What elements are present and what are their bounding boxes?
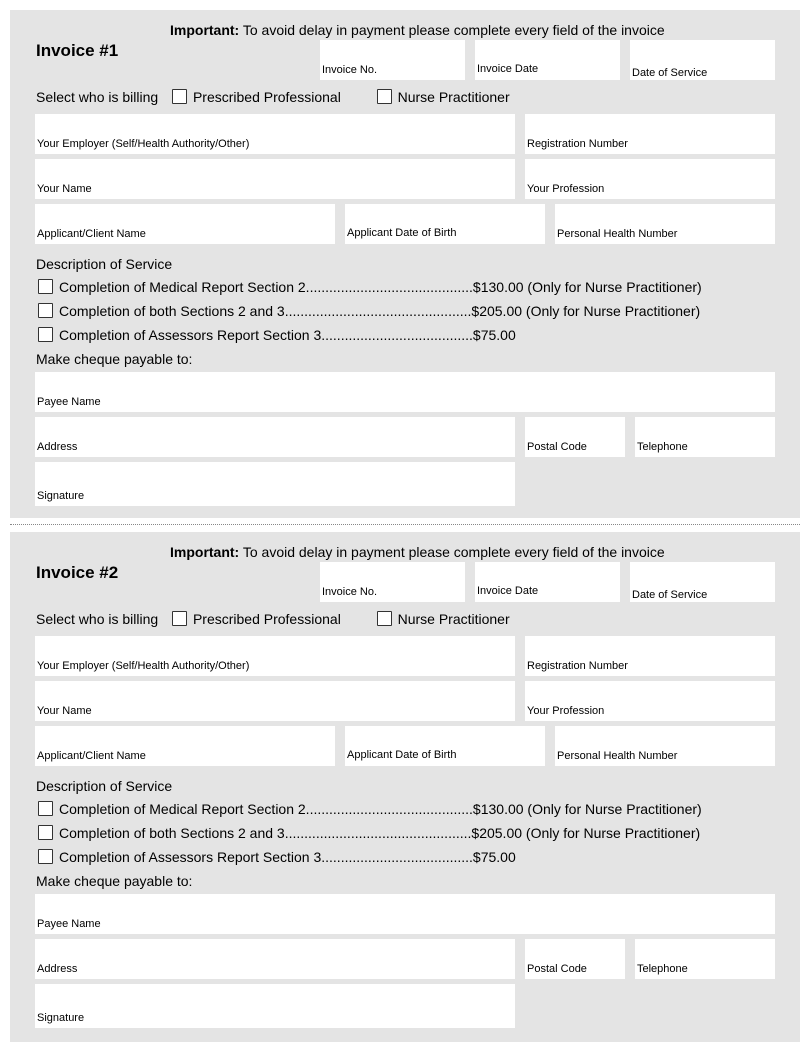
telephone-field[interactable]: Telephone: [635, 939, 775, 979]
your-name-field[interactable]: Your Name: [35, 159, 515, 199]
service-checkbox[interactable]: [38, 279, 53, 294]
phn-field[interactable]: Personal Health Number: [555, 726, 775, 766]
your-profession-field[interactable]: Your Profession: [525, 159, 775, 199]
billing-row: Select who is billing Prescribed Professional Nurse Practitioner: [36, 611, 510, 627]
cheque-label: Make cheque payable to:: [36, 351, 193, 367]
service-checkbox[interactable]: [38, 303, 53, 318]
invoice-title: Invoice #2: [36, 563, 119, 582]
description-heading: Description of Service: [36, 778, 173, 794]
nurse-practitioner-checkbox[interactable]: [377, 89, 392, 104]
date-of-service-field[interactable]: Date of Service: [630, 562, 775, 602]
payee-name-field[interactable]: Payee Name: [35, 894, 775, 934]
phn-field[interactable]: Personal Health Number: [555, 204, 775, 244]
address-field[interactable]: Address: [35, 417, 515, 457]
postal-code-field[interactable]: Postal Code: [525, 939, 625, 979]
prescribed-professional-checkbox[interactable]: [172, 89, 187, 104]
invoice-date-field[interactable]: Invoice Date: [475, 562, 620, 602]
applicant-name-field[interactable]: Applicant/Client Name: [35, 726, 335, 766]
important-notice: Important: To avoid delay in payment please complete every field of the invoice: [170, 544, 665, 560]
service-row: Completion of Assessors Report Section 3.......................................$75.00: [38, 327, 516, 343]
postal-code-field[interactable]: Postal Code: [525, 417, 625, 457]
your-name-field[interactable]: Your Name: [35, 681, 515, 721]
service-checkbox[interactable]: [38, 327, 53, 342]
invoice-date-field[interactable]: Invoice Date: [475, 40, 620, 80]
invoice-2: [10, 532, 800, 1042]
service-row: Completion of Medical Report Section 2...........................................$130.00 (Only for Nurse Practitioner): [38, 279, 702, 295]
invoice-1: [10, 10, 800, 518]
service-checkbox[interactable]: [38, 825, 53, 840]
payee-name-field[interactable]: Payee Name: [35, 372, 775, 412]
billing-row: Select who is billing Prescribed Professional Nurse Practitioner: [36, 89, 510, 105]
signature-field[interactable]: Signature: [35, 984, 515, 1028]
applicant-dob-field[interactable]: Applicant Date of Birth: [345, 204, 545, 244]
prescribed-professional-checkbox[interactable]: [172, 611, 187, 626]
applicant-name-field[interactable]: Applicant/Client Name: [35, 204, 335, 244]
employer-field[interactable]: Your Employer (Self/Health Authority/Other): [35, 114, 515, 154]
important-notice: Important: To avoid delay in payment please complete every field of the invoice: [170, 22, 665, 38]
service-row: Completion of Medical Report Section 2...........................................$130.00 (Only for Nurse Practitioner): [38, 801, 702, 817]
employer-field[interactable]: Your Employer (Self/Health Authority/Other): [35, 636, 515, 676]
invoice-no-field[interactable]: Invoice No.: [320, 40, 465, 80]
your-profession-field[interactable]: Your Profession: [525, 681, 775, 721]
service-checkbox[interactable]: [38, 801, 53, 816]
telephone-field[interactable]: Telephone: [635, 417, 775, 457]
nurse-practitioner-checkbox[interactable]: [377, 611, 392, 626]
service-row: Completion of Assessors Report Section 3.......................................$75.00: [38, 849, 516, 865]
invoice-title: Invoice #1: [36, 41, 119, 60]
signature-field[interactable]: Signature: [35, 462, 515, 506]
description-heading: Description of Service: [36, 256, 173, 272]
applicant-dob-field[interactable]: Applicant Date of Birth: [345, 726, 545, 766]
cheque-label: Make cheque payable to:: [36, 873, 193, 889]
service-checkbox[interactable]: [38, 849, 53, 864]
service-row: Completion of both Sections 2 and 3................................................$205.00 (Only for Nurse Practitioner): [38, 303, 700, 319]
registration-number-field[interactable]: Registration Number: [525, 114, 775, 154]
cut-line-divider: [10, 524, 800, 525]
date-of-service-field[interactable]: Date of Service: [630, 40, 775, 80]
service-row: Completion of both Sections 2 and 3................................................$205.00 (Only for Nurse Practitioner): [38, 825, 700, 841]
address-field[interactable]: Address: [35, 939, 515, 979]
invoice-no-field[interactable]: Invoice No.: [320, 562, 465, 602]
registration-number-field[interactable]: Registration Number: [525, 636, 775, 676]
